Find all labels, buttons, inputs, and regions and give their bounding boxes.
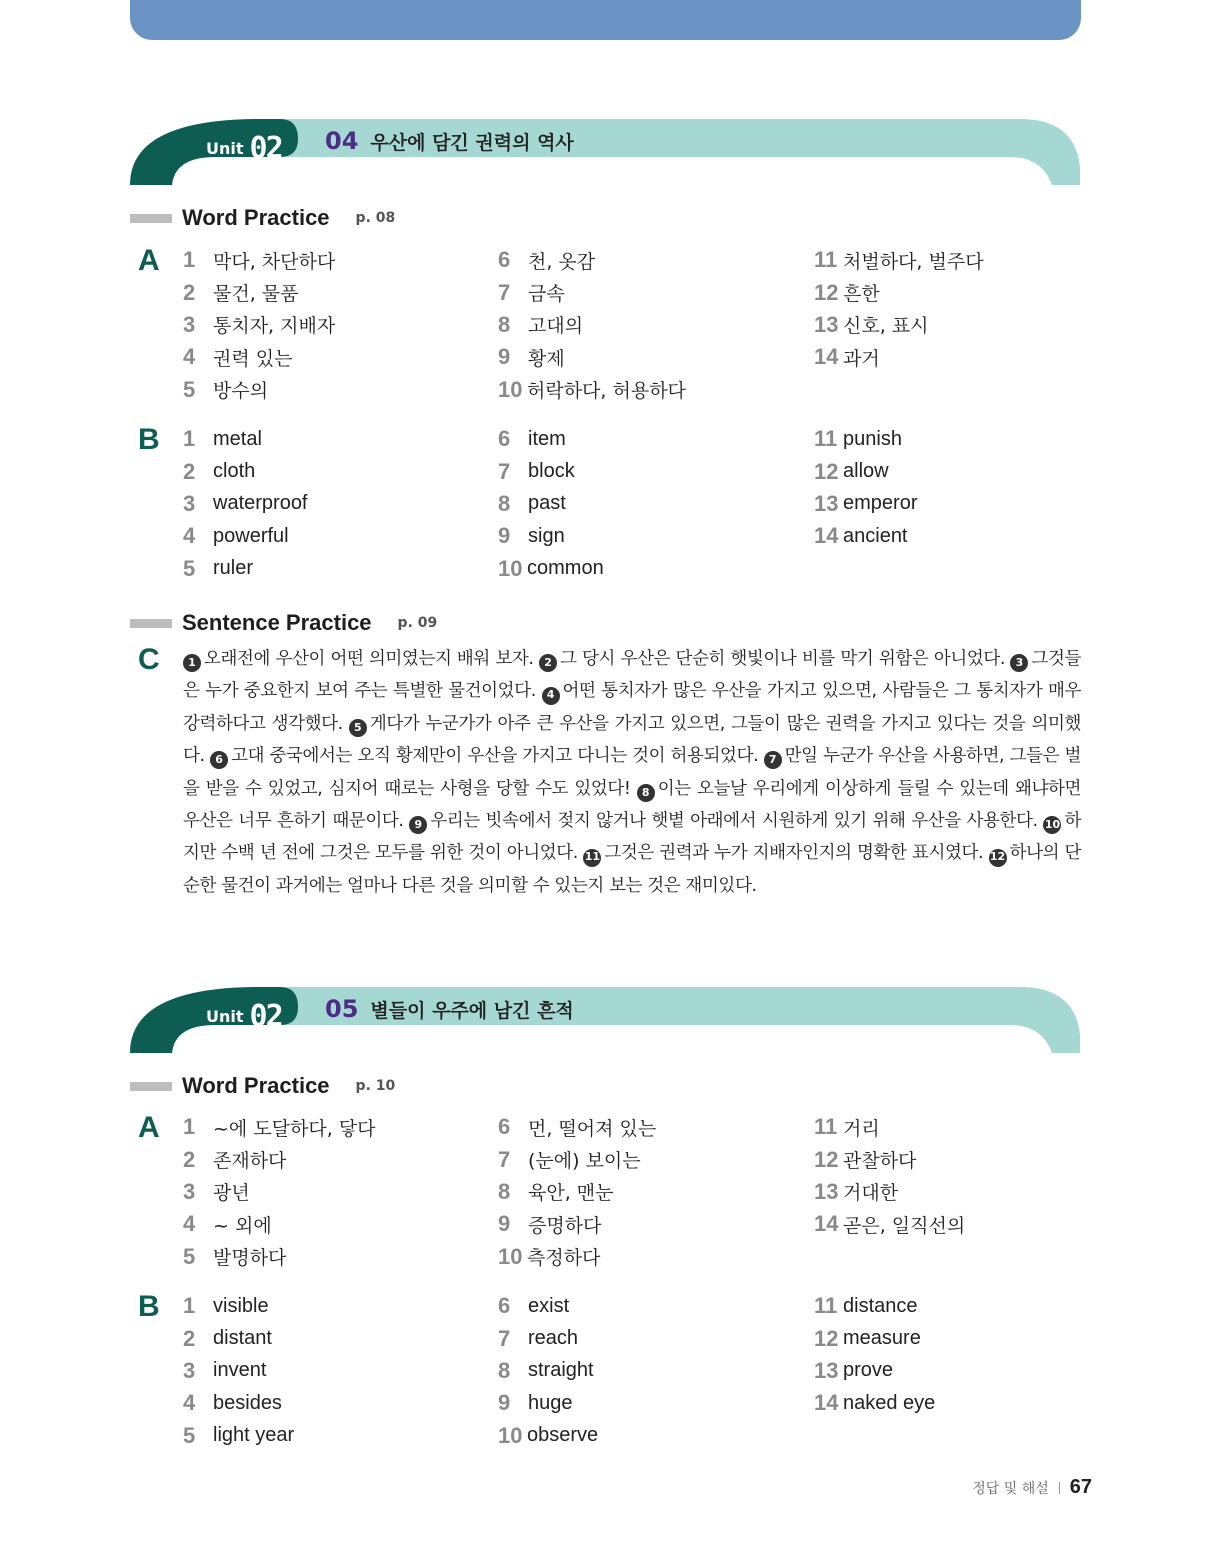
word-text: naked eye [843,1391,936,1414]
word-number: 5 [183,1422,196,1448]
sentence-number-badge: 5 [349,719,367,737]
word-item [183,276,335,308]
word-item [183,423,308,455]
word-item [814,488,917,520]
word-number: 11 [814,426,838,452]
word-text: 금속 [528,283,565,306]
word-number: 11 [814,247,838,273]
word-text: 거리 [843,1117,880,1140]
word-text: 측정하다 [527,1247,601,1270]
sentence-translation-paragraph [183,643,1081,902]
word-text: 광년 [213,1182,250,1205]
word-text: distance [843,1294,918,1317]
word-number: 1 [183,247,196,273]
word-item [183,1208,376,1240]
word-item [498,309,686,341]
sentence-number-badge: 11 [583,849,601,867]
word-item [183,244,335,276]
word-item [498,1387,598,1419]
word-item [814,1111,965,1143]
sentence-number-badge: 3 [1010,654,1028,672]
section-bar [130,214,172,223]
page-number: 67 [1069,1476,1092,1498]
footer-label: 정답 및 해설 [972,1480,1049,1497]
word-number: 13 [814,490,839,516]
word-text: metal [213,427,262,450]
word-number: 14 [814,523,839,549]
word-text: waterproof [213,492,308,515]
letter-c: C [138,643,160,676]
word-text: 과거 [843,347,880,370]
word-number: 14 [814,1390,839,1416]
word-text: straight [528,1359,594,1382]
unit-banner-04 [130,117,1080,187]
word-number: 5 [183,376,196,402]
word-item [498,1355,598,1387]
sentence-practice-heading [130,610,437,636]
word-text: 처벌하다, 벌주다 [843,250,984,273]
word-number: 9 [498,523,511,549]
word-number: 2 [183,1325,196,1351]
word-text: ancient [843,524,908,547]
word-number: 8 [498,1178,511,1204]
sentence-text: 고대 중국에서는 오직 황제만이 우산을 가지고 다니는 것이 허용되었다. [231,746,759,767]
sentence-text: 게다가 누군가가 아주 큰 우산을 가지고 있으면, 그들이 많은 권력을 가지고 있다는 것을 의미했다. [183,713,1081,767]
sentence-number-badge: 2 [539,654,557,672]
word-text: distant [213,1327,272,1350]
word-number: 10 [498,555,523,581]
sentence-number-badge: 8 [637,784,655,802]
section-title: Word Practice [182,1073,330,1098]
word-item [498,1420,598,1452]
word-number: 3 [183,1178,196,1204]
unit-word: Unit [206,139,244,158]
word-number: 6 [498,1114,511,1140]
word-number: 3 [183,311,196,337]
word-number: 10 [498,1243,523,1269]
word-number: 6 [498,426,511,452]
word-number: 1 [183,1293,196,1319]
word-text: 권력 있는 [213,347,293,370]
word-text: (눈에) 보이는 [528,1150,641,1173]
word-number: 12 [814,1325,839,1351]
section-title: Word Practice [182,205,330,230]
word-list-b-col1 [183,423,308,585]
word-item [498,488,604,520]
word-item [498,1208,656,1240]
letter-a: A [138,244,160,277]
word-text: punish [843,427,902,450]
word-number: 12 [814,1146,839,1172]
word-item [183,1111,376,1143]
word-item [498,276,686,308]
word-item [814,1176,965,1208]
word-item [183,1387,294,1419]
word-item [183,1176,376,1208]
word-text: reach [528,1327,579,1350]
sentence-number-badge: 6 [210,751,228,769]
word-item [183,1290,294,1322]
word-number: 13 [814,311,839,337]
word-text: huge [528,1391,573,1414]
lesson-number: 04 [325,127,359,155]
word-item [498,1111,656,1143]
word-number: 14 [814,344,839,370]
word-number: 2 [183,1146,196,1172]
word-item [498,1290,598,1322]
sentence-number-badge: 4 [542,687,560,705]
word-number: 7 [498,279,511,305]
word-text: measure [843,1327,921,1350]
word-item [498,1143,656,1175]
word-text: 육안, 맨눈 [528,1182,614,1205]
word-number: 10 [498,376,523,402]
lesson-title: 별들이 우주에 남긴 흔적 [370,999,574,1022]
word-text: visible [213,1294,269,1317]
word-number: 11 [814,1114,838,1140]
letter-b: B [138,1290,160,1323]
word-text: 물건, 물품 [213,283,299,306]
word-item [814,1290,935,1322]
word-item [498,455,604,487]
lesson-heading [325,127,574,155]
word-item [183,341,335,373]
word-number: 8 [498,490,511,516]
word-item [498,341,686,373]
word-text: allow [843,460,889,483]
word-text: invent [213,1359,267,1382]
word-number: 9 [498,344,511,370]
sentence-text: 어떤 통치자가 많은 우산을 가지고 있으면, 사람들은 그 통치자가 매우 강력하다고 생각했다. [183,681,1081,734]
word-item [498,520,604,552]
word-text: powerful [213,524,289,547]
word-number: 1 [183,426,196,452]
word-text: 관찰하다 [843,1150,917,1173]
footer-divider [1059,1482,1060,1494]
word-item [498,374,686,406]
word-item [183,309,335,341]
word-text: past [528,492,566,515]
word-number: 13 [814,1357,839,1383]
word-number: 13 [814,1178,839,1204]
word-number: 12 [814,458,839,484]
lesson-title: 우산에 담긴 권력의 역사 [370,131,574,154]
sentence-text: 그것들은 누가 중요한지 보여 주는 특별한 물건이었다. [183,649,1081,702]
word-item [183,488,308,520]
section-bar [130,619,172,628]
word-list-a-col1 [183,244,335,406]
page-footer [972,1476,1092,1499]
word-text: 흔한 [843,283,880,306]
word-text: 허락하다, 허용하다 [527,380,686,403]
word-text: light year [213,1424,295,1447]
word-practice-heading [130,1073,395,1099]
word-number: 11 [814,1293,838,1319]
word-text: block [528,460,575,483]
word-item [814,1322,935,1354]
section-page: p. 10 [355,1078,396,1094]
word-text: observe [527,1424,599,1447]
word-text: 고대의 [528,315,584,338]
word-number: 12 [814,279,839,305]
word-number: 9 [498,1390,511,1416]
section-page: p. 08 [355,210,396,226]
section-title: Sentence Practice [182,610,372,635]
word-text: 방수의 [213,380,269,403]
word-item [498,1322,598,1354]
sentence-text: 우리는 빗속에서 젖지 않거나 햇볕 아래에서 시원하게 있기 위해 우산을 사용한다. [430,811,1038,832]
word-item [814,1387,935,1419]
word-item [183,520,308,552]
word-list-b-col2 [498,423,604,585]
word-list-a-col2 [498,1111,656,1273]
word-text: common [527,557,604,580]
word-number: 4 [183,1390,196,1416]
unit-banner-05 [130,985,1080,1055]
sentence-text: 오래전에 우산이 어떤 의미였는지 배워 보자. [204,649,534,669]
word-number: 6 [498,247,511,273]
word-list-a-col2 [498,244,686,406]
word-item [814,1355,935,1387]
word-item [814,244,984,276]
word-list-b-col3 [814,423,917,553]
word-number: 1 [183,1114,196,1140]
word-text: 먼, 떨어져 있는 [528,1117,657,1140]
word-text: 발명하다 [213,1247,287,1270]
word-text: exist [528,1294,570,1317]
word-list-a-col3 [814,1111,965,1241]
sentence-number-badge: 12 [989,849,1007,867]
unit-number: 02 [249,131,282,166]
word-text: 거대한 [843,1182,899,1205]
word-item [498,244,686,276]
word-item [183,455,308,487]
word-number: 10 [498,1422,523,1448]
sentence-text: 만일 누군가 우산을 사용하면, 그들은 벌을 받을 수 있었고, 심지어 때로는 사형을 당할 수도 있었다! [183,746,1081,799]
word-text: sign [528,524,565,547]
word-number: 8 [498,1357,511,1383]
sentence-number-badge: 9 [409,816,427,834]
sentence-number-badge: 1 [183,654,201,672]
word-text: item [528,427,566,450]
word-item [814,1143,965,1175]
word-text: 신호, 표시 [843,315,929,338]
lesson-heading [325,995,574,1023]
unit-label [206,131,282,166]
word-text: 통치자, 지배자 [213,315,336,338]
word-number: 9 [498,1211,511,1237]
word-item [498,1176,656,1208]
sentence-text: 그 당시 우산은 단순히 햇빛이나 비를 막기 위함은 아니었다. [560,649,1005,669]
word-text: ~에 도달하다, 닿다 [213,1117,376,1140]
sentence-number-badge: 10 [1043,816,1061,834]
word-item [814,309,984,341]
word-list-a-col1 [183,1111,376,1273]
lesson-number: 05 [325,995,359,1023]
word-text: 존재하다 [213,1150,287,1173]
word-text: 곧은, 일직선의 [843,1214,966,1237]
word-number: 7 [498,1325,511,1351]
section-bar [130,1082,172,1091]
word-number: 4 [183,1211,196,1237]
word-number: 14 [814,1211,839,1237]
word-item [498,553,604,585]
word-item [814,276,984,308]
word-text: emperor [843,492,918,515]
unit-number: 02 [249,999,282,1034]
word-practice-heading [130,205,395,231]
section-page: p. 09 [397,615,438,631]
sentence-text: 하나의 단순한 물건이 과거에는 얼마나 다른 것을 의미할 수 있는지 보는 것은 재미있다. [183,843,1081,896]
word-number: 2 [183,458,196,484]
word-text: ruler [213,557,254,580]
word-list-b-col3 [814,1290,935,1420]
word-text: 막다, 차단하다 [213,250,336,273]
word-item [814,520,917,552]
word-number: 7 [498,458,511,484]
letter-b: B [138,423,160,456]
word-list-b-col2 [498,1290,598,1452]
sentence-text: 이는 오늘날 우리에게 이상하게 들릴 수 있는데 왜냐하면 우산은 너무 흔하기 때문이다. [183,778,1081,832]
word-item [814,423,917,455]
word-number: 4 [183,523,196,549]
word-number: 2 [183,279,196,305]
sentence-number-badge: 7 [764,751,782,769]
word-item [498,1241,656,1273]
sentence-text: 그것은 권력과 누가 지배자인지의 명확한 표시였다. [604,843,984,864]
word-text: 천, 옷감 [528,250,596,273]
word-text: ~ 외에 [213,1214,272,1237]
unit-label [206,999,282,1034]
word-item [814,1208,965,1240]
word-item [183,1355,294,1387]
word-list-b-col1 [183,1290,294,1452]
word-number: 5 [183,1243,196,1269]
word-item [814,455,917,487]
word-number: 5 [183,555,196,581]
word-number: 3 [183,1357,196,1383]
word-item [183,1241,376,1273]
word-number: 4 [183,344,196,370]
word-number: 8 [498,311,511,337]
word-text: prove [843,1359,894,1382]
sentence-text: 하지만 수백 년 전에 그것은 모두를 위한 것이 아니었다. [183,811,1081,864]
word-item [814,341,984,373]
word-item [183,1322,294,1354]
word-item [498,423,604,455]
word-list-a-col3 [814,244,984,374]
word-text: cloth [213,460,256,483]
word-text: 증명하다 [528,1214,602,1237]
word-item [183,1420,294,1452]
word-number: 3 [183,490,196,516]
word-item [183,374,335,406]
unit-word: Unit [206,1007,244,1026]
word-number: 6 [498,1293,511,1319]
word-number: 7 [498,1146,511,1172]
word-text: besides [213,1391,282,1414]
word-text: 황제 [528,347,565,370]
letter-a: A [138,1111,160,1144]
word-item [183,553,308,585]
top-color-bar [130,0,1081,40]
word-item [183,1143,376,1175]
